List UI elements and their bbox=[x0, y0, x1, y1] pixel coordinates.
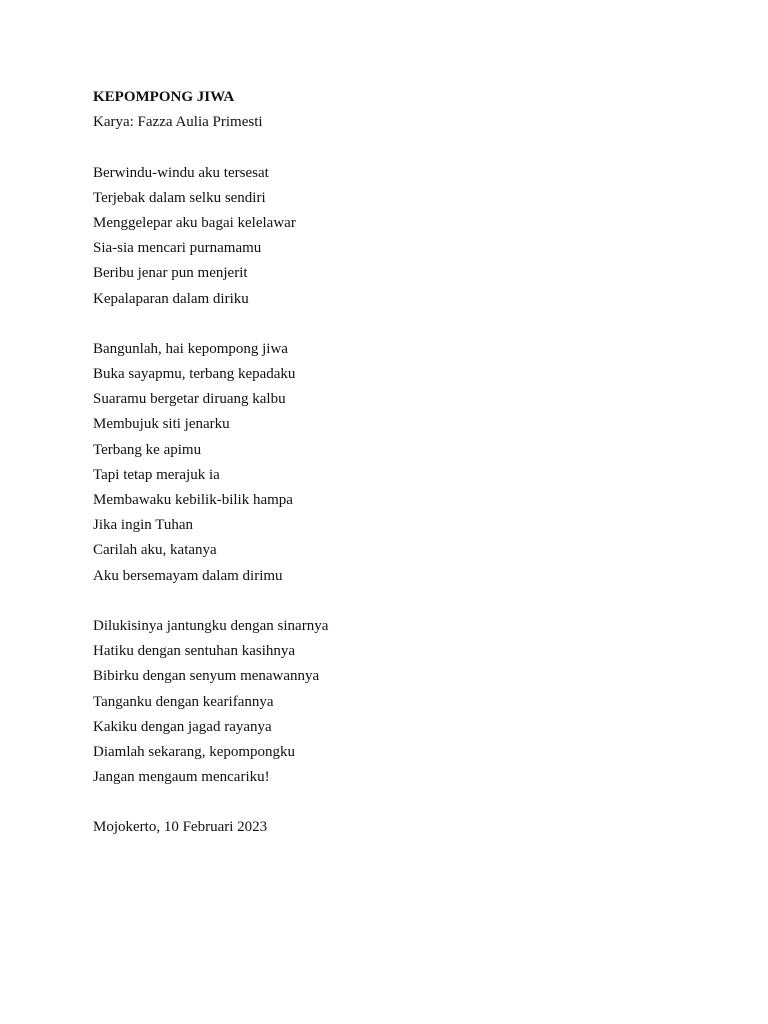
poem-line: Kepalaparan dalam diriku bbox=[93, 290, 249, 307]
poem-line: Membawaku kebilik-bilik hampa bbox=[93, 492, 293, 508]
poem-line: Hatiku dengan sentuhan kasihnya bbox=[93, 643, 296, 660]
poem-line: Membujuk siti jenarku bbox=[93, 416, 230, 433]
poem-line: Terjebak dalam selku sendiri bbox=[93, 189, 266, 206]
place-date-line: Mojokerto, 10 Februari 2023 bbox=[93, 819, 268, 836]
poem-line: Berwindu-windu aku tersesat bbox=[93, 164, 269, 181]
poem-line: Suaramu bergetar diruang kalbu bbox=[93, 391, 286, 408]
poem-line: Dilukisinya jantungku dengan sinarnya bbox=[93, 617, 329, 634]
poem-line: Jika ingin Tuhan bbox=[93, 517, 194, 534]
poem-title: KEPOMPONG JIWA bbox=[93, 89, 235, 105]
poem-content bbox=[93, 85, 713, 841]
poem-line: Aku bersemayam dalam dirimu bbox=[93, 567, 283, 584]
stanza-1 bbox=[93, 161, 713, 312]
poem-line: Beribu jenar pun menjerit bbox=[93, 265, 248, 282]
poem-line: Tapi tetap merajuk ia bbox=[93, 466, 220, 483]
poem-line: Diamlah sekarang, kepompongku bbox=[93, 743, 296, 760]
poem-line: Kakiku dengan jagad rayanya bbox=[93, 718, 272, 735]
stanza-2 bbox=[93, 337, 713, 589]
poem-line: Terbang ke apimu bbox=[93, 441, 202, 458]
poem-line: Bibirku dengan senyum menawannya bbox=[93, 668, 320, 685]
poem-line: Sia-sia mencari purnamamu bbox=[93, 240, 262, 257]
poem-line: Jangan mengaum mencariku! bbox=[93, 769, 270, 786]
poem-line: Carilah aku, katanya bbox=[93, 542, 217, 559]
poem-line: Menggelepar aku bagai kelelawar bbox=[93, 214, 296, 231]
poem-line: Buka sayapmu, terbang kepadaku bbox=[93, 366, 296, 383]
stanza-3 bbox=[93, 614, 713, 790]
author-line: Karya: Fazza Aulia Primesti bbox=[93, 114, 263, 131]
poem-line: Tanganku dengan kearifannya bbox=[93, 693, 274, 710]
poem-line: Bangunlah, hai kepompong jiwa bbox=[93, 340, 288, 357]
